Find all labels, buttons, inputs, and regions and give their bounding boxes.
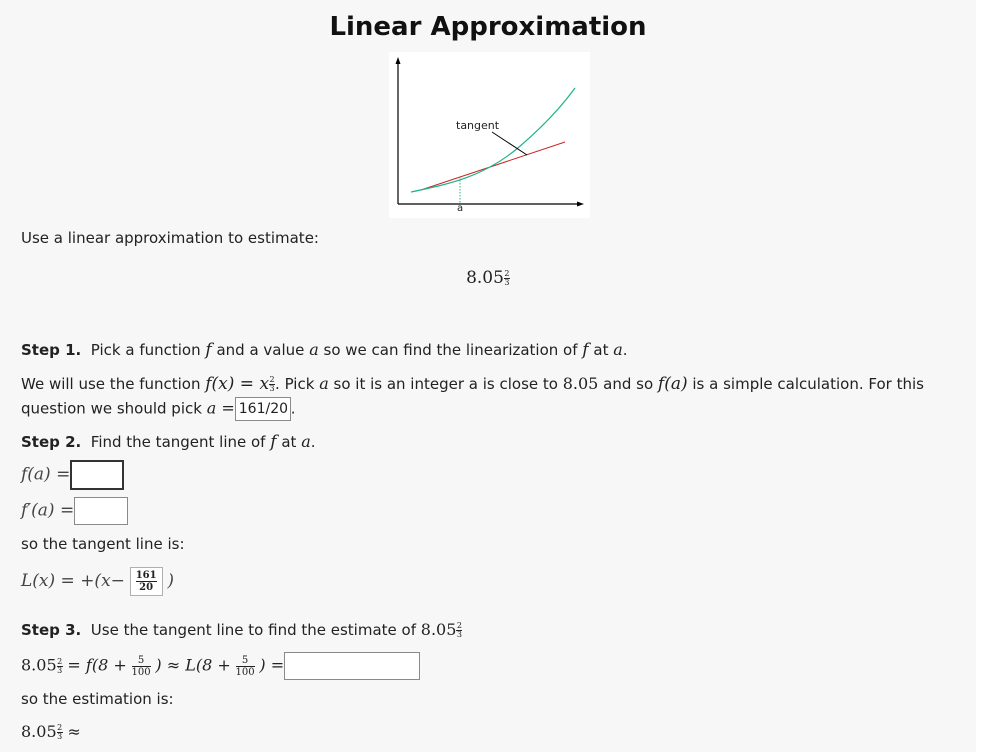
step1-line2: We will use the function f(x) = x $\frac{2}{3}$ . Pick a so it is an integer a is close to 8.05 and so f(a) is a simple calculation. For this	[21, 374, 924, 394]
step2-so-text: so the tangent line is:	[21, 535, 185, 553]
estimate-equation: 8.05 $\frac{2}{3}$ = f(8 + $\frac{5}{100}$ ) ≈ L(8 + $\frac{5}{100}$ ) =	[21, 652, 420, 682]
step1-line1: Step 1. Pick a function f and a value a so we can find the linearization of f at a.	[21, 340, 628, 360]
fpa-row: f′(a) =	[21, 497, 128, 525]
step2-line1: Step 2. Find the tangent line of f at a.	[21, 432, 316, 452]
step1-line3: question we should pick a =161/20 .	[21, 397, 296, 421]
final-estimate: 8.05 $\frac{2}{3}$ ≈	[21, 722, 81, 741]
fa-row: f(a) =	[21, 460, 124, 490]
estimate-input[interactable]	[284, 652, 420, 680]
a-label: a	[457, 203, 464, 214]
a-value-display: $\frac{161}{20}$	[130, 567, 163, 596]
tangent-diagram	[389, 52, 590, 218]
y-axis-arrow	[396, 57, 401, 64]
tangent-pointer	[492, 132, 527, 155]
tangent-label: tangent	[456, 119, 500, 132]
page-title: Linear Approximation	[329, 12, 647, 42]
exponent-fraction: $\frac{2}{3}$	[504, 269, 510, 287]
target-expression: 8.05 $\frac{2}{3}$	[466, 268, 510, 288]
a-value-input[interactable]	[235, 397, 291, 421]
tangent-line-formula: L(x) = +(x− $\frac{161}{20}$ )	[21, 567, 174, 596]
step1-label: Step 1.	[21, 341, 82, 359]
step3-label: Step 3.	[21, 621, 82, 639]
tangent-figure	[389, 52, 590, 218]
step2-label: Step 2.	[21, 433, 82, 451]
fa-input[interactable]	[70, 460, 124, 490]
fprime-a-input[interactable]	[74, 497, 128, 525]
function-exponent: $\frac{2}{3}$	[269, 375, 275, 393]
step3-so-text: so the estimation is:	[21, 690, 174, 708]
intro-text: Use a linear approximation to estimate:	[21, 229, 319, 247]
x-axis-arrow	[577, 202, 584, 207]
function-curve	[411, 88, 575, 192]
step3-line1: Step 3. Use the tangent line to find the estimate of 8.05 $\frac{2}{3}$	[21, 620, 462, 639]
